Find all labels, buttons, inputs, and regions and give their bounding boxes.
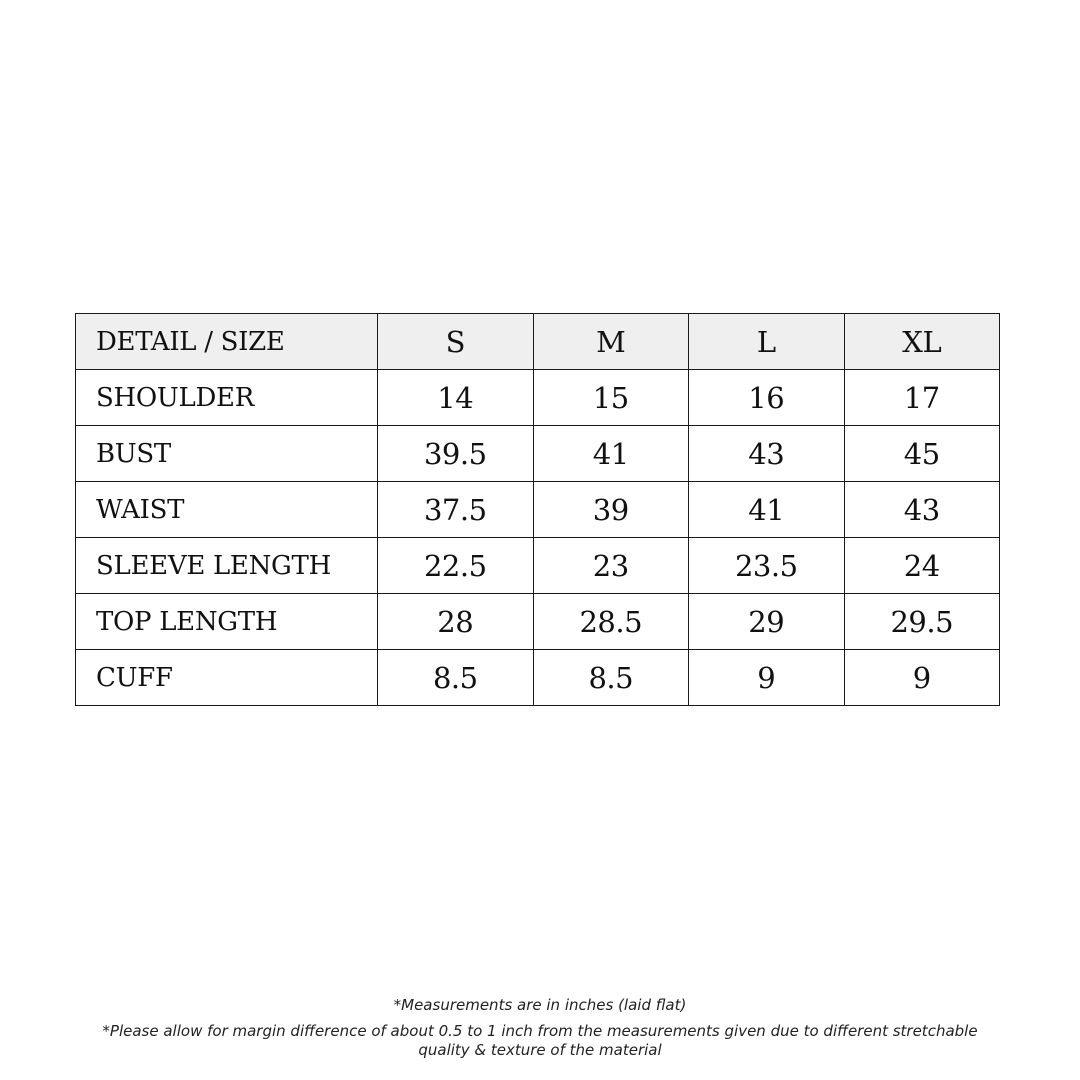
table-cell: 43 bbox=[689, 426, 845, 482]
table-cell: 8.5 bbox=[533, 650, 689, 706]
table-row bbox=[76, 370, 1000, 426]
table-cell: 9 bbox=[844, 650, 1000, 706]
table-cell: 15 bbox=[533, 370, 689, 426]
table-cell: 16 bbox=[689, 370, 845, 426]
table-row bbox=[76, 482, 1000, 538]
row-label-sleeve-length: SLEEVE LENGTH bbox=[76, 538, 378, 594]
measurement-unit-note: *Measurements are in inches (laid flat) bbox=[393, 996, 687, 1014]
header-size-m: M bbox=[533, 314, 689, 370]
table-cell: 23 bbox=[533, 538, 689, 594]
table-row bbox=[76, 426, 1000, 482]
margin-disclaimer-note: *Please allow for margin difference of about 0.5 to 1 inch from the measurements given due to different stretchable quality & texture of the material bbox=[102, 1022, 978, 1059]
table-cell: 22.5 bbox=[378, 538, 534, 594]
table-cell: 28 bbox=[378, 594, 534, 650]
header-detail-size: DETAIL / SIZE bbox=[76, 314, 378, 370]
table-cell: 41 bbox=[533, 426, 689, 482]
table-cell: 45 bbox=[844, 426, 1000, 482]
table-header-row bbox=[76, 314, 1000, 370]
size-chart-table bbox=[75, 313, 1000, 706]
table-row bbox=[76, 594, 1000, 650]
table-cell: 39.5 bbox=[378, 426, 534, 482]
row-label-shoulder: SHOULDER bbox=[76, 370, 378, 426]
row-label-top-length: TOP LENGTH bbox=[76, 594, 378, 650]
table-cell: 41 bbox=[689, 482, 845, 538]
table-cell: 17 bbox=[844, 370, 1000, 426]
footnotes bbox=[90, 996, 990, 1060]
table-cell: 29.5 bbox=[844, 594, 1000, 650]
table-row bbox=[76, 650, 1000, 706]
table-cell: 43 bbox=[844, 482, 1000, 538]
header-size-s: S bbox=[378, 314, 534, 370]
table-cell: 23.5 bbox=[689, 538, 845, 594]
row-label-bust: BUST bbox=[76, 426, 378, 482]
row-label-waist: WAIST bbox=[76, 482, 378, 538]
table-row bbox=[76, 538, 1000, 594]
table-cell: 14 bbox=[378, 370, 534, 426]
table-cell: 8.5 bbox=[378, 650, 534, 706]
table-cell: 37.5 bbox=[378, 482, 534, 538]
table-cell: 39 bbox=[533, 482, 689, 538]
table-cell: 24 bbox=[844, 538, 1000, 594]
header-size-l: L bbox=[689, 314, 845, 370]
header-size-xl: XL bbox=[844, 314, 1000, 370]
table-cell: 28.5 bbox=[533, 594, 689, 650]
row-label-cuff: CUFF bbox=[76, 650, 378, 706]
table-cell: 29 bbox=[689, 594, 845, 650]
table-cell: 9 bbox=[689, 650, 845, 706]
